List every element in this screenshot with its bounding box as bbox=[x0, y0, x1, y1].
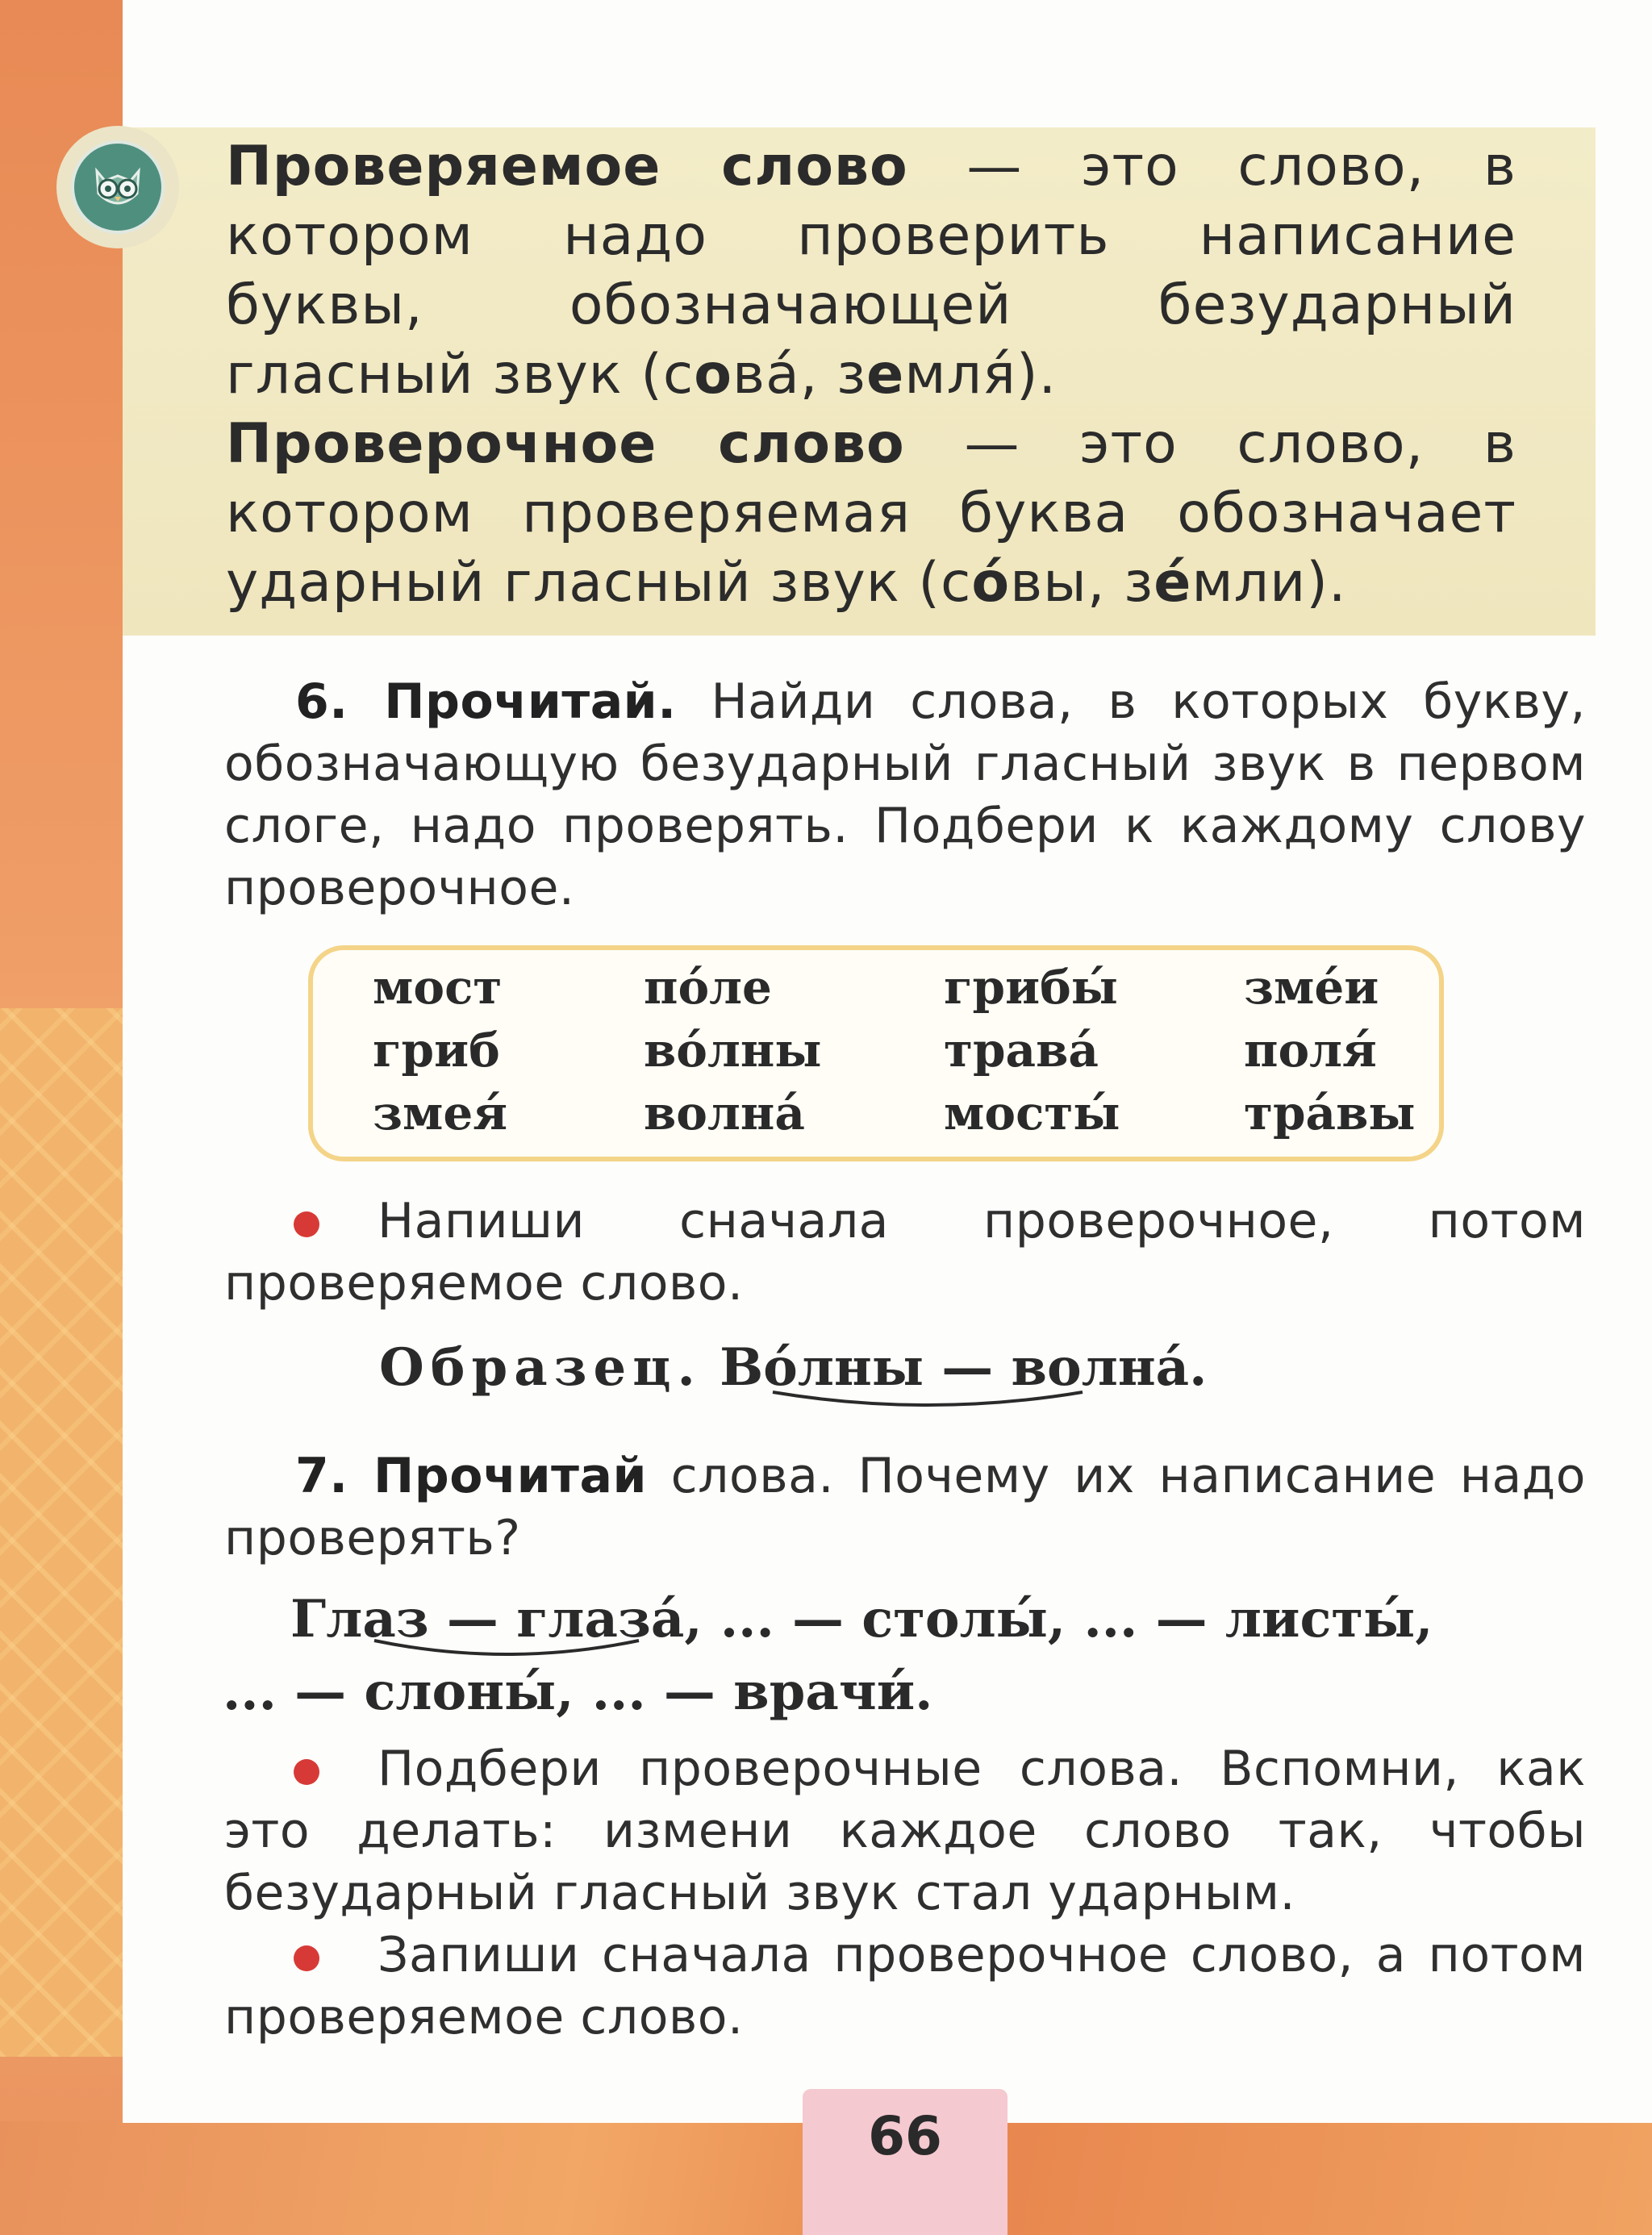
word: мосты́ bbox=[944, 1086, 1120, 1140]
task-7-words-line-2: ... — слоны́, ... — врачи́. bbox=[223, 1662, 933, 1722]
task-6-number: 6. Прочитай. bbox=[295, 673, 677, 730]
sample-text: Во́лны — волна́. bbox=[720, 1337, 1208, 1398]
word: по́ле bbox=[644, 960, 772, 1015]
rule-text-2: — это слово, в котором проверяемая буква обозначает ударный гласный звук ( bbox=[226, 412, 1516, 615]
example-sovy: со́вы, bbox=[940, 551, 1106, 615]
word: тра́вы bbox=[1244, 1086, 1416, 1140]
word: змея́ bbox=[373, 1086, 508, 1140]
task-7-words-line-1: Глаз — глаза́, ... — столы́, ... — листы́, bbox=[290, 1589, 1433, 1649]
task-6 bbox=[224, 671, 1586, 919]
rule-checking-word bbox=[226, 410, 1516, 618]
owl-icon bbox=[71, 140, 165, 234]
term-checking-word: Проверочное слово bbox=[226, 412, 905, 476]
word: трава́ bbox=[944, 1023, 1099, 1078]
bullet-instruction-3: Запиши сначала проверочное слово, а потом проверяемое слово. bbox=[224, 1927, 1586, 2045]
task-6-text: Найди слова, в которых букву, обозначающую безударный гласный звук в первом слоге, надо проверять. Подбери к каждому слову проверочное. bbox=[224, 673, 1586, 916]
word: зме́и bbox=[1244, 960, 1379, 1015]
word-box bbox=[308, 945, 1444, 1161]
bullet-instruction-2: Подбери проверочные слова. Вспомни, как это делать: измени каждое слово так, чтобы безударный гласный звук стал ударным. bbox=[224, 1741, 1586, 1921]
task-7-text: слова. Почему их написание надо проверять? bbox=[224, 1448, 1586, 1566]
sample-label: Образец. bbox=[379, 1337, 702, 1398]
term-checked-word: Проверяемое слово bbox=[226, 135, 908, 198]
example-sova: совá, bbox=[662, 343, 819, 407]
page-number: 66 bbox=[868, 2105, 942, 2167]
word: поля́ bbox=[1244, 1023, 1377, 1078]
word: волна́ bbox=[644, 1086, 805, 1140]
word: мост bbox=[373, 960, 503, 1015]
sample-arc bbox=[766, 1386, 1089, 1418]
rule-checked-word bbox=[226, 132, 1516, 410]
word: во́лны bbox=[644, 1023, 822, 1078]
example-zemlya: земля́). bbox=[818, 343, 1058, 407]
word: грибы́ bbox=[944, 960, 1118, 1015]
task-7-number: 7. Прочитай bbox=[295, 1448, 647, 1504]
left-stripes-decoration bbox=[0, 1008, 129, 2057]
bullet-instruction-1: Напиши сначала проверочное, потом проверяемое слово. bbox=[224, 1193, 1586, 1311]
rule-text-1: — это слово, в котором надо проверить написание буквы, обозначающей безударный гласный звук ( bbox=[226, 135, 1516, 407]
task-7 bbox=[224, 1445, 1586, 1570]
example-zemli: зе́мли). bbox=[1105, 551, 1347, 615]
word: гриб bbox=[373, 1023, 500, 1078]
